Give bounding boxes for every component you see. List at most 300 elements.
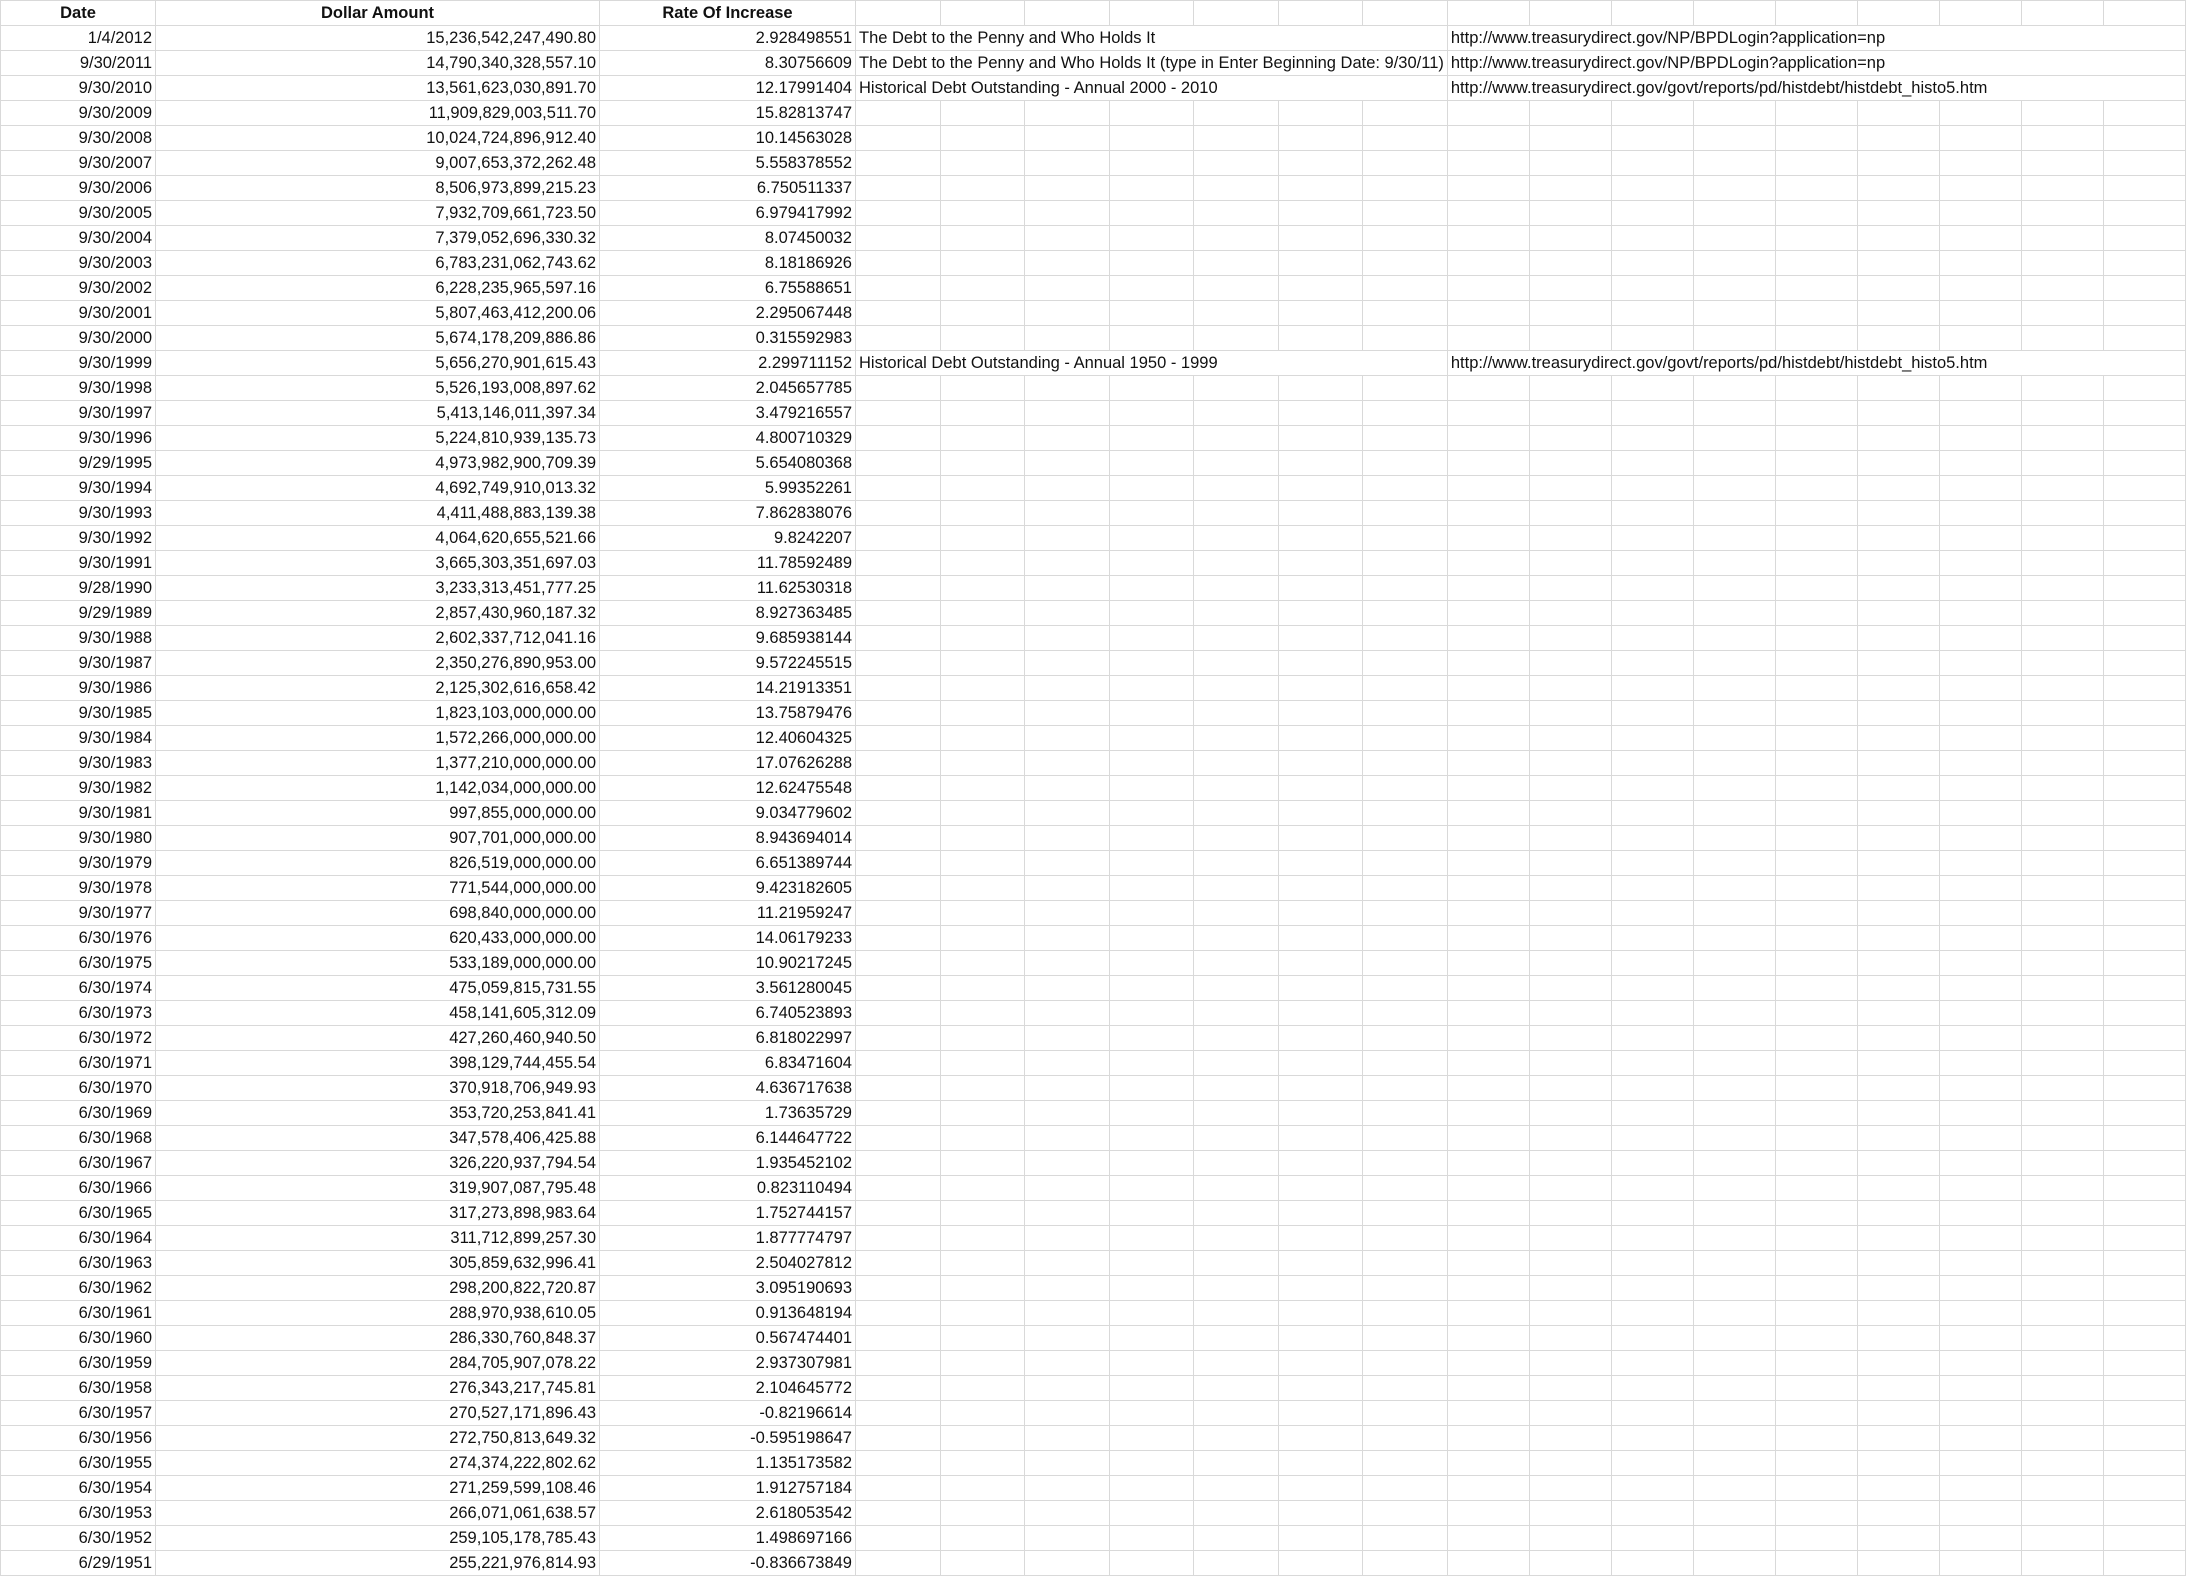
dollar-amount-cell[interactable]: 997,855,000,000.00 [156, 801, 600, 826]
empty-cell[interactable] [1363, 501, 1448, 526]
dollar-amount-cell[interactable]: 14,790,340,328,557.10 [156, 51, 600, 76]
empty-cell[interactable] [1109, 626, 1194, 651]
date-cell[interactable]: 9/30/1986 [1, 676, 156, 701]
empty-cell[interactable] [856, 1001, 941, 1026]
rate-cell[interactable]: 10.14563028 [600, 126, 856, 151]
dollar-amount-cell[interactable]: 458,141,605,312.09 [156, 1001, 600, 1026]
empty-cell[interactable] [1529, 426, 1611, 451]
empty-cell[interactable] [1529, 1276, 1611, 1301]
empty-cell[interactable] [1775, 1376, 1857, 1401]
empty-cell[interactable] [1775, 626, 1857, 651]
empty-cell[interactable] [856, 1, 941, 26]
source-note-cell[interactable]: The Debt to the Penny and Who Holds It (type in Enter Beginning Date: 9/30/11) [856, 51, 1448, 76]
empty-cell[interactable] [1939, 626, 2021, 651]
empty-cell[interactable] [1857, 276, 1939, 301]
empty-cell[interactable] [1278, 776, 1363, 801]
empty-cell[interactable] [2103, 101, 2185, 126]
empty-cell[interactable] [1693, 1501, 1775, 1526]
empty-cell[interactable] [1775, 551, 1857, 576]
empty-cell[interactable] [1194, 1101, 1279, 1126]
empty-cell[interactable] [2103, 1301, 2185, 1326]
empty-cell[interactable] [1447, 1501, 1529, 1526]
empty-cell[interactable] [856, 376, 941, 401]
empty-cell[interactable] [1447, 601, 1529, 626]
date-cell[interactable]: 6/30/1964 [1, 1226, 156, 1251]
empty-cell[interactable] [1278, 976, 1363, 1001]
empty-cell[interactable] [1611, 226, 1693, 251]
rate-cell[interactable]: 8.07450032 [600, 226, 856, 251]
empty-cell[interactable] [1194, 1501, 1279, 1526]
empty-cell[interactable] [940, 876, 1025, 901]
empty-cell[interactable] [940, 1501, 1025, 1526]
empty-cell[interactable] [856, 1426, 941, 1451]
empty-cell[interactable] [2103, 1101, 2185, 1126]
empty-cell[interactable] [940, 1226, 1025, 1251]
rate-cell[interactable]: 1.752744157 [600, 1201, 856, 1226]
empty-cell[interactable] [1447, 1126, 1529, 1151]
empty-cell[interactable] [1109, 951, 1194, 976]
empty-cell[interactable] [856, 601, 941, 626]
empty-cell[interactable] [1109, 1526, 1194, 1551]
empty-cell[interactable] [1109, 1, 1194, 26]
rate-cell[interactable]: 2.045657785 [600, 376, 856, 401]
empty-cell[interactable] [1693, 1051, 1775, 1076]
empty-cell[interactable] [1611, 801, 1693, 826]
empty-cell[interactable] [1109, 676, 1194, 701]
empty-cell[interactable] [1194, 151, 1279, 176]
empty-cell[interactable] [1693, 1551, 1775, 1576]
dollar-amount-cell[interactable]: 4,411,488,883,139.38 [156, 501, 600, 526]
empty-cell[interactable] [1109, 201, 1194, 226]
empty-cell[interactable] [1025, 701, 1110, 726]
empty-cell[interactable] [1109, 226, 1194, 251]
empty-cell[interactable] [1611, 1351, 1693, 1376]
rate-cell[interactable]: 9.572245515 [600, 651, 856, 676]
empty-cell[interactable] [1529, 576, 1611, 601]
date-cell[interactable]: 9/30/1979 [1, 851, 156, 876]
empty-cell[interactable] [2021, 1326, 2103, 1351]
empty-cell[interactable] [1109, 276, 1194, 301]
empty-cell[interactable] [1278, 626, 1363, 651]
empty-cell[interactable] [1857, 801, 1939, 826]
empty-cell[interactable] [1194, 1376, 1279, 1401]
empty-cell[interactable] [1775, 851, 1857, 876]
empty-cell[interactable] [1939, 851, 2021, 876]
empty-cell[interactable] [1693, 1276, 1775, 1301]
empty-cell[interactable] [1278, 276, 1363, 301]
empty-cell[interactable] [856, 626, 941, 651]
empty-cell[interactable] [1447, 1051, 1529, 1076]
empty-cell[interactable] [1611, 1451, 1693, 1476]
dollar-amount-cell[interactable]: 907,701,000,000.00 [156, 826, 600, 851]
empty-cell[interactable] [1278, 551, 1363, 576]
empty-cell[interactable] [1939, 1476, 2021, 1501]
empty-cell[interactable] [2021, 776, 2103, 801]
empty-cell[interactable] [1611, 826, 1693, 851]
empty-cell[interactable] [856, 901, 941, 926]
empty-cell[interactable] [940, 1201, 1025, 1226]
empty-cell[interactable] [2103, 451, 2185, 476]
empty-cell[interactable] [1025, 1026, 1110, 1051]
empty-cell[interactable] [1109, 501, 1194, 526]
empty-cell[interactable] [1857, 576, 1939, 601]
rate-cell[interactable]: 2.618053542 [600, 1501, 856, 1526]
empty-cell[interactable] [856, 1076, 941, 1101]
rate-cell[interactable]: 1.935452102 [600, 1151, 856, 1176]
empty-cell[interactable] [940, 1126, 1025, 1151]
empty-cell[interactable] [2103, 201, 2185, 226]
empty-cell[interactable] [1529, 1, 1611, 26]
empty-cell[interactable] [1611, 251, 1693, 276]
rate-cell[interactable]: 1.135173582 [600, 1451, 856, 1476]
empty-cell[interactable] [1278, 176, 1363, 201]
empty-cell[interactable] [856, 276, 941, 301]
empty-cell[interactable] [1611, 1301, 1693, 1326]
empty-cell[interactable] [1693, 576, 1775, 601]
empty-cell[interactable] [1857, 1076, 1939, 1101]
empty-cell[interactable] [1447, 176, 1529, 201]
dollar-amount-cell[interactable]: 4,973,982,900,709.39 [156, 451, 600, 476]
date-cell[interactable]: 9/30/1998 [1, 376, 156, 401]
empty-cell[interactable] [1775, 1026, 1857, 1051]
empty-cell[interactable] [1109, 901, 1194, 926]
empty-cell[interactable] [1693, 676, 1775, 701]
empty-cell[interactable] [1857, 826, 1939, 851]
dollar-amount-cell[interactable]: 15,236,542,247,490.80 [156, 26, 600, 51]
empty-cell[interactable] [1939, 751, 2021, 776]
empty-cell[interactable] [1447, 301, 1529, 326]
empty-cell[interactable] [2021, 901, 2103, 926]
empty-cell[interactable] [1857, 1426, 1939, 1451]
empty-cell[interactable] [1109, 701, 1194, 726]
empty-cell[interactable] [1693, 226, 1775, 251]
empty-cell[interactable] [1857, 1451, 1939, 1476]
empty-cell[interactable] [1447, 1526, 1529, 1551]
empty-cell[interactable] [1611, 326, 1693, 351]
empty-cell[interactable] [2021, 651, 2103, 676]
empty-cell[interactable] [1194, 1176, 1279, 1201]
empty-cell[interactable] [1278, 926, 1363, 951]
empty-cell[interactable] [2021, 876, 2103, 901]
empty-cell[interactable] [1447, 1551, 1529, 1576]
empty-cell[interactable] [1109, 251, 1194, 276]
empty-cell[interactable] [1363, 376, 1448, 401]
empty-cell[interactable] [1447, 626, 1529, 651]
empty-cell[interactable] [1278, 151, 1363, 176]
empty-cell[interactable] [1109, 1301, 1194, 1326]
rate-cell[interactable]: 5.558378552 [600, 151, 856, 176]
empty-cell[interactable] [1693, 1126, 1775, 1151]
date-cell[interactable]: 6/30/1968 [1, 1126, 156, 1151]
empty-cell[interactable] [1109, 726, 1194, 751]
empty-cell[interactable] [1363, 401, 1448, 426]
empty-cell[interactable] [856, 101, 941, 126]
empty-cell[interactable] [940, 426, 1025, 451]
empty-cell[interactable] [1939, 526, 2021, 551]
empty-cell[interactable] [1025, 551, 1110, 576]
empty-cell[interactable] [1775, 1201, 1857, 1226]
date-cell[interactable]: 9/30/1996 [1, 426, 156, 451]
empty-cell[interactable] [1363, 1126, 1448, 1151]
date-cell[interactable]: 9/30/1988 [1, 626, 156, 651]
empty-cell[interactable] [1775, 376, 1857, 401]
empty-cell[interactable] [1939, 126, 2021, 151]
empty-cell[interactable] [1611, 1501, 1693, 1526]
empty-cell[interactable] [1194, 1226, 1279, 1251]
source-url-cell[interactable]: http://www.treasurydirect.gov/NP/BPDLogin?application=np [1447, 26, 2185, 51]
empty-cell[interactable] [1611, 776, 1693, 801]
empty-cell[interactable] [1278, 251, 1363, 276]
empty-cell[interactable] [2103, 1051, 2185, 1076]
empty-cell[interactable] [1025, 1426, 1110, 1451]
empty-cell[interactable] [1363, 1201, 1448, 1226]
empty-cell[interactable] [1775, 301, 1857, 326]
empty-cell[interactable] [940, 1326, 1025, 1351]
empty-cell[interactable] [1363, 551, 1448, 576]
empty-cell[interactable] [1194, 1526, 1279, 1551]
empty-cell[interactable] [1939, 1501, 2021, 1526]
empty-cell[interactable] [1363, 426, 1448, 451]
empty-cell[interactable] [1693, 1376, 1775, 1401]
rate-cell[interactable]: 0.567474401 [600, 1326, 856, 1351]
empty-cell[interactable] [856, 1176, 941, 1201]
empty-cell[interactable] [1611, 876, 1693, 901]
empty-cell[interactable] [1109, 651, 1194, 676]
empty-cell[interactable] [1529, 401, 1611, 426]
empty-cell[interactable] [1447, 1376, 1529, 1401]
empty-cell[interactable] [856, 926, 941, 951]
empty-cell[interactable] [1693, 426, 1775, 451]
rate-cell[interactable]: 2.295067448 [600, 301, 856, 326]
dollar-amount-cell[interactable]: 284,705,907,078.22 [156, 1351, 600, 1376]
rate-cell[interactable]: 6.83471604 [600, 1051, 856, 1076]
empty-cell[interactable] [1693, 801, 1775, 826]
dollar-amount-cell[interactable]: 826,519,000,000.00 [156, 851, 600, 876]
empty-cell[interactable] [1363, 1551, 1448, 1576]
empty-cell[interactable] [2021, 951, 2103, 976]
empty-cell[interactable] [1775, 426, 1857, 451]
empty-cell[interactable] [1025, 1276, 1110, 1301]
empty-cell[interactable] [856, 1551, 941, 1576]
empty-cell[interactable] [1447, 751, 1529, 776]
empty-cell[interactable] [1025, 776, 1110, 801]
rate-cell[interactable]: 0.913648194 [600, 1301, 856, 1326]
empty-cell[interactable] [2021, 1551, 2103, 1576]
empty-cell[interactable] [1109, 401, 1194, 426]
empty-cell[interactable] [1939, 1451, 2021, 1476]
empty-cell[interactable] [1109, 876, 1194, 901]
empty-cell[interactable] [1857, 1201, 1939, 1226]
empty-cell[interactable] [1025, 626, 1110, 651]
dollar-amount-cell[interactable]: 288,970,938,610.05 [156, 1301, 600, 1326]
empty-cell[interactable] [1611, 1126, 1693, 1151]
empty-cell[interactable] [2103, 1476, 2185, 1501]
empty-cell[interactable] [1363, 101, 1448, 126]
empty-cell[interactable] [1278, 101, 1363, 126]
empty-cell[interactable] [1278, 1251, 1363, 1276]
empty-cell[interactable] [1447, 501, 1529, 526]
empty-cell[interactable] [1194, 951, 1279, 976]
source-note-cell[interactable]: The Debt to the Penny and Who Holds It [856, 26, 1448, 51]
empty-cell[interactable] [1278, 826, 1363, 851]
empty-cell[interactable] [1939, 1026, 2021, 1051]
empty-cell[interactable] [1693, 1076, 1775, 1101]
empty-cell[interactable] [1363, 1151, 1448, 1176]
empty-cell[interactable] [1693, 601, 1775, 626]
empty-cell[interactable] [940, 1376, 1025, 1401]
empty-cell[interactable] [940, 526, 1025, 551]
empty-cell[interactable] [1939, 1226, 2021, 1251]
empty-cell[interactable] [1775, 401, 1857, 426]
empty-cell[interactable] [1025, 276, 1110, 301]
empty-cell[interactable] [1447, 701, 1529, 726]
empty-cell[interactable] [1529, 1226, 1611, 1251]
dollar-amount-cell[interactable]: 771,544,000,000.00 [156, 876, 600, 901]
rate-cell[interactable]: 9.685938144 [600, 626, 856, 651]
empty-cell[interactable] [1025, 1301, 1110, 1326]
empty-cell[interactable] [1278, 1451, 1363, 1476]
rate-cell[interactable]: 11.21959247 [600, 901, 856, 926]
empty-cell[interactable] [2103, 276, 2185, 301]
empty-cell[interactable] [1025, 851, 1110, 876]
dollar-amount-cell[interactable]: 10,024,724,896,912.40 [156, 126, 600, 151]
date-cell[interactable]: 9/30/2005 [1, 201, 156, 226]
empty-cell[interactable] [1939, 726, 2021, 751]
empty-cell[interactable] [1693, 1251, 1775, 1276]
empty-cell[interactable] [1693, 951, 1775, 976]
empty-cell[interactable] [1194, 776, 1279, 801]
empty-cell[interactable] [2103, 1126, 2185, 1151]
empty-cell[interactable] [1447, 951, 1529, 976]
empty-cell[interactable] [1611, 1226, 1693, 1251]
empty-cell[interactable] [1447, 1451, 1529, 1476]
empty-cell[interactable] [1775, 1276, 1857, 1301]
rate-cell[interactable]: 3.561280045 [600, 976, 856, 1001]
empty-cell[interactable] [1447, 1351, 1529, 1376]
empty-cell[interactable] [2021, 301, 2103, 326]
empty-cell[interactable] [856, 1126, 941, 1151]
empty-cell[interactable] [1447, 851, 1529, 876]
rate-cell[interactable]: 6.75588651 [600, 276, 856, 301]
empty-cell[interactable] [1447, 1426, 1529, 1451]
empty-cell[interactable] [2103, 701, 2185, 726]
empty-cell[interactable] [1194, 1151, 1279, 1176]
empty-cell[interactable] [1025, 1326, 1110, 1351]
empty-cell[interactable] [1775, 1426, 1857, 1451]
empty-cell[interactable] [1194, 551, 1279, 576]
empty-cell[interactable] [1363, 1226, 1448, 1251]
empty-cell[interactable] [1529, 1301, 1611, 1326]
empty-cell[interactable] [1194, 326, 1279, 351]
dollar-amount-cell[interactable]: 11,909,829,003,511.70 [156, 101, 600, 126]
empty-cell[interactable] [1447, 876, 1529, 901]
empty-cell[interactable] [1447, 326, 1529, 351]
empty-cell[interactable] [2103, 1426, 2185, 1451]
empty-cell[interactable] [1278, 501, 1363, 526]
empty-cell[interactable] [856, 751, 941, 776]
empty-cell[interactable] [1857, 376, 1939, 401]
empty-cell[interactable] [1611, 176, 1693, 201]
empty-cell[interactable] [1857, 676, 1939, 701]
rate-cell[interactable]: 1.73635729 [600, 1101, 856, 1126]
empty-cell[interactable] [1278, 1551, 1363, 1576]
empty-cell[interactable] [940, 951, 1025, 976]
empty-cell[interactable] [856, 951, 941, 976]
empty-cell[interactable] [1278, 1001, 1363, 1026]
empty-cell[interactable] [1363, 726, 1448, 751]
empty-cell[interactable] [940, 276, 1025, 301]
empty-cell[interactable] [1939, 1051, 2021, 1076]
dollar-amount-cell[interactable]: 6,228,235,965,597.16 [156, 276, 600, 301]
empty-cell[interactable] [1857, 601, 1939, 626]
empty-cell[interactable] [1611, 526, 1693, 551]
empty-cell[interactable] [1939, 151, 2021, 176]
empty-cell[interactable] [1363, 1, 1448, 26]
empty-cell[interactable] [1775, 451, 1857, 476]
empty-cell[interactable] [1363, 1176, 1448, 1201]
date-cell[interactable]: 6/30/1969 [1, 1101, 156, 1126]
empty-cell[interactable] [1529, 926, 1611, 951]
date-cell[interactable]: 9/30/2009 [1, 101, 156, 126]
empty-cell[interactable] [1363, 976, 1448, 1001]
empty-cell[interactable] [1857, 651, 1939, 676]
empty-cell[interactable] [1109, 776, 1194, 801]
empty-cell[interactable] [1447, 1476, 1529, 1501]
empty-cell[interactable] [1529, 176, 1611, 201]
date-cell[interactable]: 9/30/1984 [1, 726, 156, 751]
empty-cell[interactable] [1194, 1076, 1279, 1101]
empty-cell[interactable] [856, 326, 941, 351]
empty-cell[interactable] [940, 451, 1025, 476]
empty-cell[interactable] [1693, 326, 1775, 351]
empty-cell[interactable] [1278, 1401, 1363, 1426]
empty-cell[interactable] [1857, 501, 1939, 526]
empty-cell[interactable] [2021, 1526, 2103, 1551]
empty-cell[interactable] [856, 1201, 941, 1226]
empty-cell[interactable] [2103, 976, 2185, 1001]
source-url-cell[interactable]: http://www.treasurydirect.gov/NP/BPDLogin?application=np [1447, 51, 2185, 76]
empty-cell[interactable] [1025, 1051, 1110, 1076]
empty-cell[interactable] [1363, 601, 1448, 626]
empty-cell[interactable] [1939, 776, 2021, 801]
empty-cell[interactable] [1775, 601, 1857, 626]
empty-cell[interactable] [1447, 276, 1529, 301]
empty-cell[interactable] [1611, 626, 1693, 651]
empty-cell[interactable] [1109, 801, 1194, 826]
empty-cell[interactable] [1278, 1176, 1363, 1201]
empty-cell[interactable] [1611, 501, 1693, 526]
empty-cell[interactable] [2021, 576, 2103, 601]
empty-cell[interactable] [1194, 801, 1279, 826]
rate-cell[interactable]: 9.034779602 [600, 801, 856, 826]
empty-cell[interactable] [1025, 526, 1110, 551]
empty-cell[interactable] [1529, 1351, 1611, 1376]
empty-cell[interactable] [1693, 201, 1775, 226]
rate-cell[interactable]: 1.877774797 [600, 1226, 856, 1251]
empty-cell[interactable] [1529, 876, 1611, 901]
dollar-amount-cell[interactable]: 347,578,406,425.88 [156, 1126, 600, 1151]
empty-cell[interactable] [940, 776, 1025, 801]
empty-cell[interactable] [2103, 151, 2185, 176]
empty-cell[interactable] [1857, 776, 1939, 801]
empty-cell[interactable] [1775, 201, 1857, 226]
empty-cell[interactable] [1529, 801, 1611, 826]
empty-cell[interactable] [1109, 151, 1194, 176]
empty-cell[interactable] [1278, 951, 1363, 976]
empty-cell[interactable] [1278, 876, 1363, 901]
empty-cell[interactable] [1025, 501, 1110, 526]
empty-cell[interactable] [1775, 1401, 1857, 1426]
